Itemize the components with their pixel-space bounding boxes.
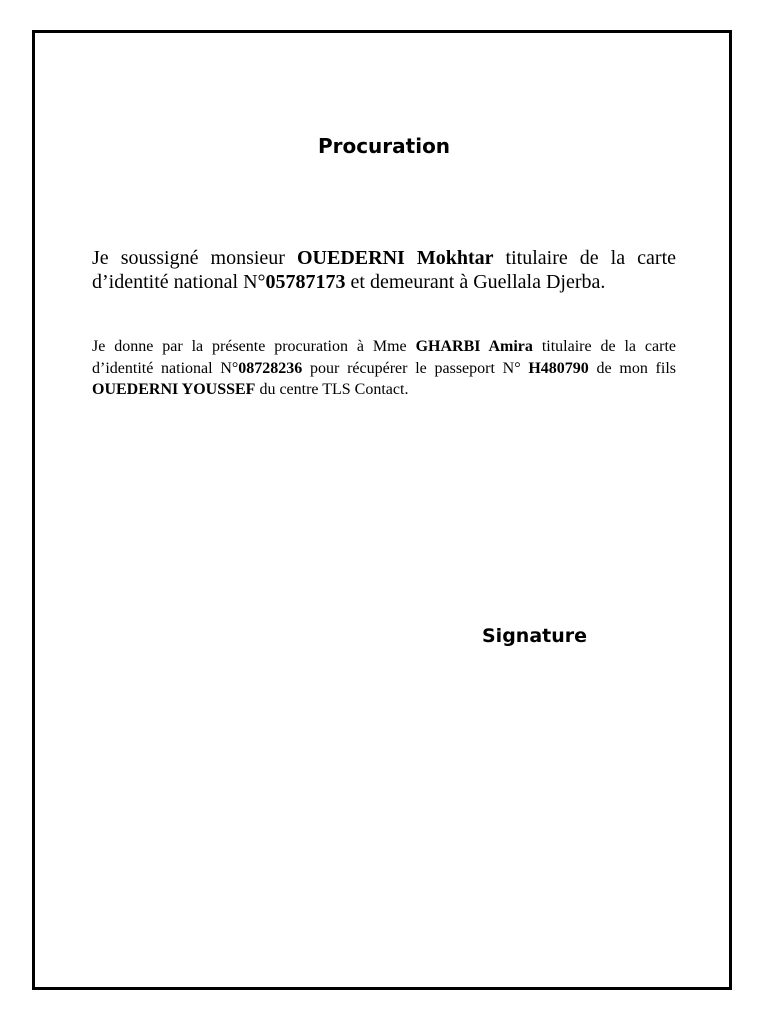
declaration-text-3: et demeurant à Guellala Djerba. <box>345 271 606 293</box>
passport-number: H480790 <box>528 359 589 377</box>
signature-label: Signature <box>482 625 588 647</box>
mandate-text-5: du centre TLS Contact. <box>255 381 409 398</box>
proxy-id-number: 08728236 <box>238 359 303 377</box>
declaration-text-2: titulaire de la carte d’identité national N° <box>92 247 677 293</box>
mandate-paragraph <box>92 336 676 401</box>
mandate-text-1: Je donne par la présente procuration à Mme <box>92 338 416 355</box>
mandate-text-3: pour récupérer le passeport N° <box>302 359 529 377</box>
proxy-name: GHARBI Amira <box>415 338 533 355</box>
declarant-id-number: 05787173 <box>265 271 346 293</box>
son-name: OUEDERNI YOUSSEF <box>92 381 256 398</box>
declaration-paragraph <box>92 246 676 294</box>
declarant-name: OUEDERNI Mokhtar <box>297 247 494 269</box>
mandate-text-4: de mon fils <box>588 359 676 377</box>
declaration-text-1: Je soussigné monsieur <box>92 247 297 269</box>
document-title: Procuration <box>317 134 451 158</box>
mandate-text-2: titulaire de la carte d’identité national N° <box>92 338 677 377</box>
page-border <box>32 30 732 990</box>
